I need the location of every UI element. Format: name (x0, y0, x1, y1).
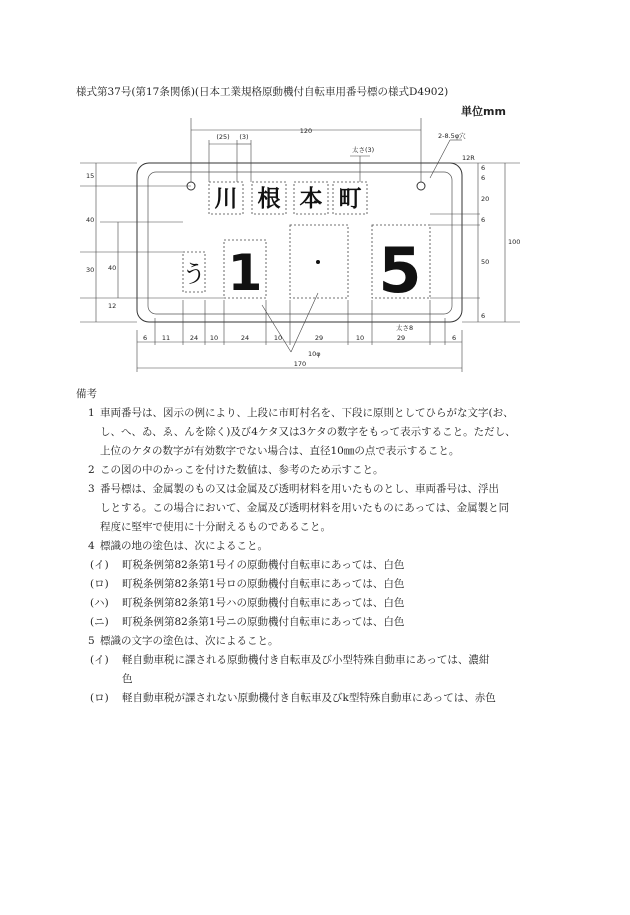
dim-bottom-10a: 10 (209, 334, 219, 342)
dim-right-6a: 6 (481, 164, 486, 172)
dim-25: (25) (216, 133, 230, 141)
note-5-sub-i: (イ) 軽自動車税に課される原動機付き自転車及び小型特殊自動車にあっては、濃紺 色 (90, 654, 490, 685)
kana-char: う (182, 260, 206, 288)
dim-left-30: 30 (86, 266, 95, 274)
dim-bottom-24a: 24 (189, 334, 199, 342)
dim-right-100: 100 (508, 238, 521, 246)
town-char-3: 本 (299, 186, 323, 212)
note-item-5: 5 標識の文字の塗色は、次によること。 (88, 635, 279, 647)
note-item-3: 3 番号標は、金属製のもの又は金属及び透明材料を用いたものとし、車両番号は、浮出 しとする。この場合において、金属及び透明材料を用いたものにあっては、金属製と同 程度に堅牢で使用に十分耐えるものであること。 (88, 483, 510, 533)
dim-120: 120 (299, 127, 313, 135)
town-char-2: 根 (257, 186, 281, 212)
dim-right-6c: 6 (481, 216, 486, 224)
note-item-4: 4 標識の地の塗色は、次によること。 (88, 540, 268, 552)
dim-bottom-29b: 29 (396, 334, 406, 342)
note-4-sub-ro: (ロ) 町税条例第82条第1号ロの原動機付自転車にあっては、白色 (90, 578, 405, 590)
dim-left-40a: 40 (86, 216, 95, 224)
notes-heading: 備考 (76, 388, 97, 400)
dim-bottom-24b: 24 (240, 334, 250, 342)
note-4-sub-i: (イ) 町税条例第82条第1号イの原動機付自転車にあっては、白色 (90, 559, 405, 571)
note-4-sub-ha: (ハ) 町税条例第82条第1号ハの原動機付自転車にあっては、白色 (90, 597, 405, 609)
dim-right-6b: 6 (481, 174, 486, 182)
plate-diagram (0, 0, 630, 380)
dim-bottom-10b: 10 (273, 334, 283, 342)
dim-left-12: 12 (108, 302, 117, 310)
digit-right: 5 (378, 234, 422, 307)
note-item-1: 1 車両番号は、図示の例により、上段に市町村名を、下段に原則としてひらがな文字(お、 し、へ、ゐ、ゑ、んを除く)及び4ケタ又は3ケタの数字をもって表示すること。ただし、 上位のケタの数字が有効数字でない場合は、直径10㎜の点で表示すること。 (88, 407, 516, 457)
note-item-2: 2 この図の中のかっこを付けた数値は、参考のため示すこと。 (88, 464, 384, 476)
right-hole (417, 182, 425, 190)
dim-bottom-29a: 29 (314, 334, 324, 342)
town-char-4: 町 (338, 186, 362, 212)
label-thickness3: 太さ(3) (352, 146, 375, 154)
unit-label: 単位mm (461, 105, 506, 118)
label-thickness8: 太さ8 (396, 324, 414, 332)
dim-right-6d: 6 (481, 312, 486, 320)
note-5-sub-ro: (ロ) 軽自動車税が課されない原動機付き自転車及びk型特殊自動車にあっては、赤色 (90, 692, 496, 704)
dim-right-50: 50 (481, 258, 490, 266)
digit-left: 1 (227, 244, 263, 302)
label-hole: 2-8.5φ穴 (438, 132, 466, 140)
label-radius: 12R (462, 154, 475, 162)
dim-bottom-170: 170 (293, 360, 307, 368)
dot-placeholder (316, 260, 320, 264)
town-char-1: 川 (214, 186, 238, 212)
dim-3: (3) (239, 133, 249, 141)
dim-left-15: 15 (86, 172, 95, 180)
document-title: 様式第37号(第17条関係)(日本工業規格原動機付自転車用番号標の様式D4902) (76, 86, 449, 98)
dim-bottom-6b: 6 (452, 334, 457, 342)
note-4-sub-ni: (ニ) 町税条例第82条第1号ニの原動機付自転車にあっては、白色 (90, 616, 405, 628)
dim-left-40b: 40 (108, 264, 117, 272)
dim-bottom-10c: 10 (355, 334, 365, 342)
notes-section (76, 385, 566, 708)
dim-right-20: 20 (481, 195, 490, 203)
label-dot: 10φ (308, 350, 321, 358)
dim-bottom-11: 11 (161, 334, 171, 342)
dim-bottom-6a: 6 (143, 334, 148, 342)
